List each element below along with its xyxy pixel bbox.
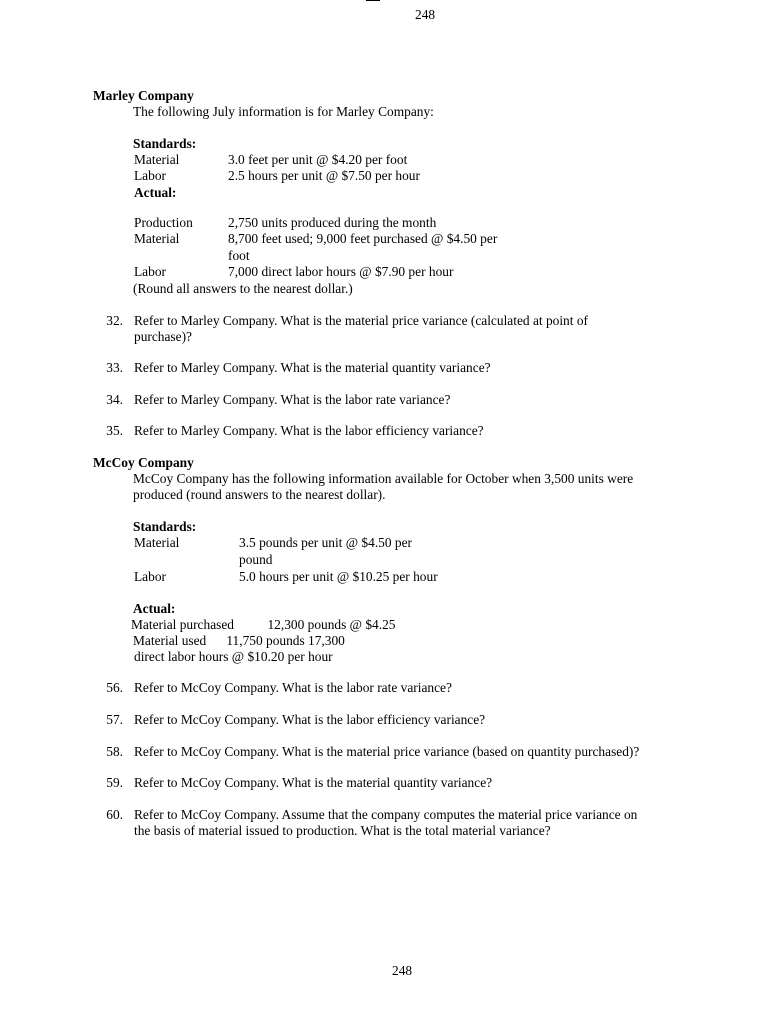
marley-act-production-value: 2,750 units produced during the month (228, 215, 437, 230)
mccoy-actual-heading: Actual: (133, 601, 176, 616)
mccoy-actual-line: Material purchased 12,300 pounds @ $4.25 (131, 617, 396, 632)
mccoy-std-labor-label: Labor (134, 569, 166, 584)
question-text: Refer to McCoy Company. What is the material price variance (based on quantity purchased)? (134, 744, 640, 759)
question-number: 58. (106, 744, 123, 759)
marley-intro: The following July information is for Marley Company: (133, 104, 434, 119)
marley-round-note: (Round all answers to the nearest dollar.) (133, 281, 353, 296)
mccoy-standards-heading: Standards: (133, 519, 197, 534)
question-text: Refer to Marley Company. What is the material quantity variance? (134, 360, 491, 375)
marley-actual-heading: Actual: (134, 185, 177, 200)
footer-page-number: 248 (392, 963, 413, 978)
question-text-cont: purchase)? (134, 329, 192, 344)
question-text: Refer to Marley Company. What is the material price variance (calculated at point of (134, 313, 588, 328)
mccoy-actual-line: Material used 11,750 pounds 17,300 (133, 633, 345, 648)
mccoy-actual-line: direct labor hours @ $10.20 per hour (134, 649, 333, 664)
header-page-number: 248 (415, 7, 436, 22)
marley-std-labor-label: Labor (134, 168, 166, 183)
question-text: Refer to Marley Company. What is the labor efficiency variance? (134, 423, 484, 438)
question-number: 33. (106, 360, 123, 375)
question-number: 57. (106, 712, 123, 727)
question-number: 60. (106, 807, 123, 822)
marley-std-material-label: Material (134, 152, 180, 167)
question-number: 32. (106, 313, 123, 328)
question-text: Refer to McCoy Company. What is the labor efficiency variance? (134, 712, 486, 727)
mccoy-std-material-value: 3.5 pounds per unit @ $4.50 per (239, 535, 412, 550)
question-number: 56. (106, 680, 123, 695)
marley-act-production-label: Production (134, 215, 193, 230)
question-text: Refer to McCoy Company. Assume that the company computes the material price variance on (134, 807, 638, 822)
question-number: 35. (106, 423, 123, 438)
question-text-cont: the basis of material issued to production. What is the total material variance? (134, 823, 551, 838)
mccoy-title: McCoy Company (93, 455, 194, 470)
mccoy-intro: McCoy Company has the following information available for October when 3,500 units were (133, 471, 634, 486)
mccoy-std-material-value-cont: pound (239, 552, 273, 567)
mccoy-std-material-label: Material (134, 535, 180, 550)
marley-act-labor-label: Labor (134, 264, 166, 279)
marley-standards-heading: Standards: (133, 136, 197, 151)
question-number: 34. (106, 392, 123, 407)
question-number: 59. (106, 775, 123, 790)
marley-title: Marley Company (93, 88, 194, 103)
mccoy-std-labor-value: 5.0 hours per unit @ $10.25 per hour (239, 569, 438, 584)
marley-act-material-label: Material (134, 231, 180, 246)
question-text: Refer to Marley Company. What is the labor rate variance? (134, 392, 451, 407)
mccoy-intro-cont: produced (round answers to the nearest dollar). (133, 487, 386, 502)
marley-std-labor-value: 2.5 hours per unit @ $7.50 per hour (228, 168, 420, 183)
marley-act-labor-value: 7,000 direct labor hours @ $7.90 per hour (228, 264, 454, 279)
marley-act-material-value-cont: foot (228, 248, 250, 263)
top-rule (366, 0, 380, 1)
marley-act-material-value: 8,700 feet used; 9,000 feet purchased @ $4.50 per (228, 231, 498, 246)
marley-std-material-value: 3.0 feet per unit @ $4.20 per foot (228, 152, 408, 167)
question-text: Refer to McCoy Company. What is the labor rate variance? (134, 680, 452, 695)
question-text: Refer to McCoy Company. What is the material quantity variance? (134, 775, 493, 790)
